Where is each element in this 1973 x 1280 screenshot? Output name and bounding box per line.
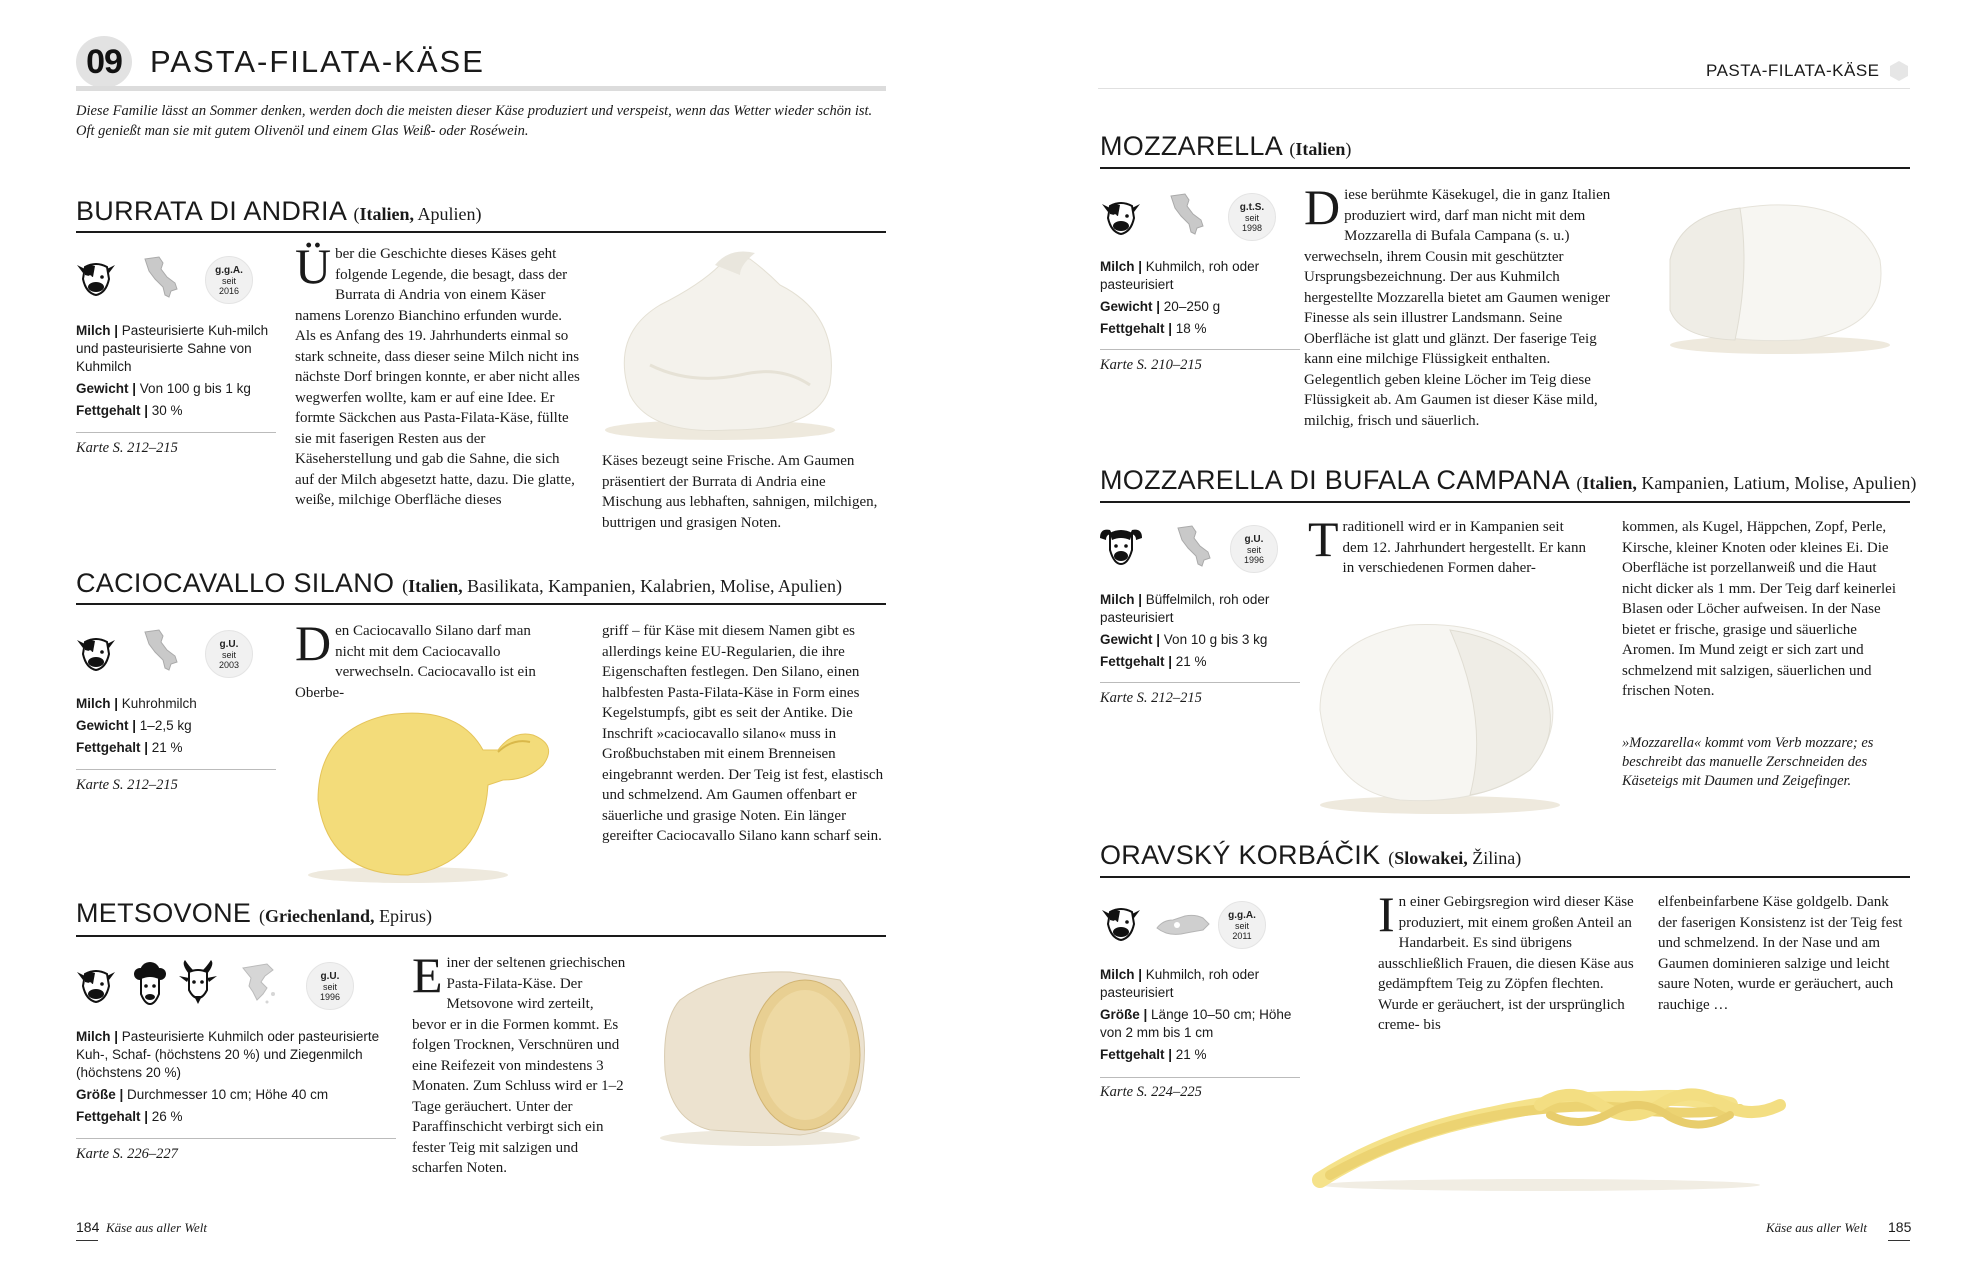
origin-region: Kampanien, Latium, Molise, Apulien): [1636, 473, 1917, 493]
cheese-name: BURRATA DI ANDRIA: [76, 196, 346, 226]
drop-cap: T: [1308, 511, 1339, 567]
origin-region: Apulien): [413, 204, 482, 224]
book-title-right: Käse aus aller Welt: [1766, 1220, 1867, 1235]
origin-country: Italien: [1295, 139, 1346, 159]
origin-country: Italien,: [1582, 473, 1637, 493]
map-reference: Karte S. 224–225: [1100, 1084, 1202, 1100]
origin-region: Žilina): [1467, 848, 1522, 868]
drop-cap: I: [1378, 886, 1395, 942]
cheese-name: MOZZARELLA: [1100, 131, 1282, 161]
quality-seal-badge: g.U. seit 2003: [205, 630, 253, 678]
facts-divider: [76, 432, 276, 433]
body-text-continued: kommen, als Kugel, Häppchen, Zopf, Perle, Kirsche, kleiner Knoten oder kleines Ei. Die Oberfläche ist porzellanweiß und die Haut nicht dicker als 1 mm. Der Teig darf keinerlei Blasen oder Löcher aufweisen. In der Nase bietet er frische, grasige und säuerliche Aromen. Im Mund zeigt er sich zart und schmelzend mit salzigen, säuerlichen und frischen Noten.: [1622, 519, 1896, 699]
burrata-illustration: [590, 245, 880, 445]
body-text: Über die Geschichte dieses Käses geht folgende Legende, die besagt, dass der Burrata di Andria von einem Käser namens Lorenzo Bianchino erfunden wurde. Als es Anfang des 19. Jahrhunderts einmal so stark schneite, dass dieser seine Milch nicht ins nächste Dorf bringen konnte, er aber nicht alles wegwerfen wollte, kam er auf eine Idee. Er formte Säckchen aus Pasta-Filata-Käse, füllte sie mit faserigen Resten aus der Käseherstellung und gab die Sahne, die sich auf der Milch abgesetzt hatte, dazu. Die glatte, weiße, milchige Oberfläche dieses: [295, 238, 580, 508]
body-text-continued: griff – für Käse mit diesem Namen gibt es allerdings keine EU-Regularien, die ihre Eigenschaften festlegen. Den Silano, einen halbfesten Pasta-Filata-Käse in Form eines Kegelstumpfs, gibt es seit der Antike. Die Inschrift »caciocavallo silano« muss in Großbuchstaben mit einem Brenneisen eingebrannt werden. Der Teig ist fest, elastisch und schmelzend. Am Gaumen offenbart er säuerliche und grasige Noten. Ein länger gereifter Caciocavallo Silano kann scharf sein.: [602, 623, 884, 844]
section-heading-caciocavallo: CACIOCAVALLO SILANO (Italien, Basilikata, Kampanien, Kalabrien, Molise, Apulien): [76, 568, 843, 598]
map-reference: Karte S. 212–215: [76, 440, 178, 456]
metsovone-illustration: [640, 960, 885, 1150]
quality-seal-badge: g.g.A. seit 2011: [1218, 901, 1266, 949]
cheese-name: CACIOCAVALLO SILANO: [76, 568, 395, 598]
section-rule: [76, 935, 886, 937]
drop-cap: D: [295, 615, 332, 671]
body-text: Traditionell wird er in Kampanien seit dem 12. Jahrhundert hergestellt. Er kann in verschiedenen Formen daher-: [1308, 511, 1586, 576]
facts-divider: [1100, 1077, 1300, 1078]
origin-country: Griechenland,: [265, 906, 375, 926]
folio-rule-left: [76, 1240, 98, 1241]
cheese-facts: Milch | Kuhmilch, roh oder pasteurisiert Größe | Länge 10–50 cm; Höhe von 2 mm bis 1 cm Fettgehalt | 21 %: [1100, 967, 1292, 1062]
cow-icon: [73, 960, 119, 1006]
facts-divider: [1100, 682, 1300, 683]
cheese-name: METSOVONE: [76, 898, 252, 928]
book-title-left: Käse aus aller Welt: [106, 1220, 207, 1235]
origin-region: Basilikata, Kampanien, Kalabrien, Molise, Apulien): [462, 576, 843, 596]
mozzarella-illustration: [1640, 190, 1910, 360]
running-head: PASTA-FILATA-KÄSE: [1706, 61, 1880, 80]
sheep-icon: [127, 960, 173, 1006]
mozzarella-di-bufala-illustration: [1300, 600, 1590, 820]
cheese-facts: Milch | Kuhmilch, roh oder pasteurisiert Gewicht | 20–250 g Fettgehalt | 18 %: [1100, 259, 1260, 336]
facts-divider: [76, 769, 276, 770]
quality-seal-badge: g.g.A. seit 2016: [205, 256, 253, 304]
section-rule: [1100, 167, 1910, 169]
map-reference: Karte S. 210–215: [1100, 357, 1202, 373]
page-number-right: 185: [1888, 1219, 1912, 1235]
italy-map-icon: [1163, 190, 1209, 236]
section-heading-bufala: MOZZARELLA DI BUFALA CAMPANA (Italien, Kampanien, Latium, Molise, Apulien): [1100, 465, 1917, 495]
body-text-continued: Käses bezeugt seine Frische. Am Gaumen präsentiert der Burrata di Andria eine Mischung aus lebhaften, sahnigen, milchigen, buttrigen und grasigen Noten.: [602, 453, 878, 531]
hexagon-icon: [1888, 60, 1910, 82]
cow-icon: [1098, 192, 1144, 238]
chapter-title: PASTA-FILATA-KÄSE: [150, 44, 485, 79]
italy-map-icon: [1170, 522, 1216, 568]
section-heading-oravsky: ORAVSKÝ KORBÁČIK (Slowakei, Žilina): [1100, 840, 1522, 870]
map-reference: Karte S. 212–215: [76, 777, 178, 793]
section-rule: [76, 231, 886, 233]
drop-cap: E: [412, 947, 443, 1003]
cheese-name: ORAVSKÝ KORBÁČIK: [1100, 840, 1381, 870]
caciocavallo-illustration: [298, 690, 578, 890]
goat-icon: [175, 958, 221, 1004]
section-heading-metsovone: METSOVONE (Griechenland, Epirus): [76, 898, 433, 928]
drop-cap: D: [1304, 179, 1341, 235]
section-heading-mozzarella: MOZZARELLA (Italien): [1100, 131, 1352, 161]
cow-icon: [1098, 898, 1144, 944]
cow-icon: [73, 253, 119, 299]
body-text: Einer der seltenen griechischen Pasta-Filata-Käse. Der Metsovone wird zerteilt, bevor er in die Formen kommt. Es folgen Trocknen, Verschnüren und eine Reifezeit von mindestens 3 Monaten. Zum Schluss wird er 1–2 Tage geräuchert. Unter der Paraffinschicht verbirgt sich ein fester Teig mit salzigen und scharfen Noten.: [412, 947, 626, 1176]
drop-cap: Ü: [295, 238, 332, 294]
chapter-number: 09: [76, 36, 132, 88]
map-reference: Karte S. 226–227: [76, 1146, 178, 1162]
section-rule: [1100, 501, 1910, 503]
facts-divider: [76, 1138, 396, 1139]
cow-icon: [73, 628, 119, 674]
quality-seal-badge: g.t.S. seit 1998: [1228, 193, 1276, 241]
map-reference: Karte S. 212–215: [1100, 690, 1202, 706]
page-number-left: 184: [76, 1219, 100, 1235]
greece-map-icon: [237, 960, 283, 1006]
origin-region: ): [1345, 139, 1352, 159]
body-text: Diese berühmte Käsekugel, die in ganz Italien produziert wird, darf man nicht mit dem Mozzarella di Bufala Campana (s. u.) verwechseln, ihrem Cousin mit geschützter Ursprungsbezeichnung. Der aus Kuhmilch hergestellte Mozzarella bietet am Gaumen weniger Finesse als sein illustrer Landsmann. Seine Oberfläche ist glatt und glänzt. Der faserige Teig kann eine milchige Flüssigkeit enthalten. Gelegentlich geben kleine Löcher im Teig diese Flüssigkeit ab. Am Gaumen ist dieser Käse mild, milchig, frisch und säuerlich.: [1304, 179, 1611, 429]
running-head-rule: [1098, 88, 1910, 89]
origin-region: Epirus): [374, 906, 433, 926]
body-text: Den Caciocavallo Silano darf man nicht mit dem Caciocavallo verwechseln. Caciocavallo ist ein Oberbe-: [295, 615, 536, 701]
body-text: In einer Gebirgsregion wird dieser Käse produziert, mit einem großen Anteil an Handarbeit. Es sind übrigens ausschließlich Frauen, die diesen Käse aus gedämpftem Teig zu Zöpfen flechten. Wurde er geräuchert, ist der ursprünglich creme- bis: [1378, 886, 1634, 1033]
origin-country: Italien,: [408, 576, 463, 596]
body-text-continued: elfenbeinfarbene Käse goldgelb. Dank der faserigen Konsistenz ist der Teig fest und schmelzend. In der Nase und am Gaumen dominieren salzige und leicht saure Noten, wurde er geräuchert, auch rauchige …: [1658, 894, 1903, 1013]
section-rule: [76, 603, 886, 605]
cheese-facts: Milch | Pasteurisierte Kuh-milch und pasteurisierte Sahne von Kuhmilch Gewicht | Von 100 g bis 1 kg Fettgehalt | 30 %: [76, 323, 269, 418]
quality-seal-badge: g.U. seit 1996: [1230, 525, 1278, 573]
side-note: »Mozzarella« kommt vom Verb mozzare; es beschreibt das manuelle Zerschneiden des Käseteigs mit Daumen und Zeigefinger.: [1622, 735, 1874, 789]
italy-map-icon: [137, 626, 183, 672]
quality-seal-badge: g.U. seit 1996: [306, 962, 354, 1010]
origin-country: Slowakei,: [1394, 848, 1468, 868]
cheese-facts: Milch | Kuhrohmilch Gewicht | 1–2,5 kg Fettgehalt | 21 %: [76, 696, 197, 755]
chapter-intro: Diese Familie lässt an Sommer denken, werden doch die meisten dieser Käse produziert und verspeist, wenn das Wetter wieder schön ist. Oft genießt man sie mit gutem Olivenöl und einem Glas Weiß- oder Roséwein.: [76, 103, 873, 139]
origin-country: Italien,: [359, 204, 414, 224]
chapter-title-underline: [76, 86, 886, 91]
cheese-facts: Milch | Pasteurisierte Kuhmilch oder pasteurisierte Kuh-, Schaf- (höchstens 20 %) und Ziegenmilch (höchstens 20 %) Größe | Durchmesser 10 cm; Höhe 40 cm Fettgehalt | 26 %: [76, 1029, 380, 1124]
slovakia-map-icon: [1155, 910, 1211, 940]
buffalo-icon: [1098, 522, 1144, 568]
section-heading-burrata: BURRATA DI ANDRIA (Italien, Apulien): [76, 196, 482, 226]
facts-divider: [1100, 349, 1300, 350]
folio-rule-right: [1888, 1240, 1910, 1241]
oravsky-korbacik-illustration: [1310, 1075, 1800, 1200]
cheese-name: MOZZARELLA DI BUFALA CAMPANA: [1100, 465, 1569, 495]
italy-map-icon: [137, 253, 183, 299]
section-rule: [1100, 876, 1910, 878]
cheese-facts: Milch | Büffelmilch, roh oder pasteurisiert Gewicht | Von 10 g bis 3 kg Fettgehalt | 21 %: [1100, 592, 1270, 669]
